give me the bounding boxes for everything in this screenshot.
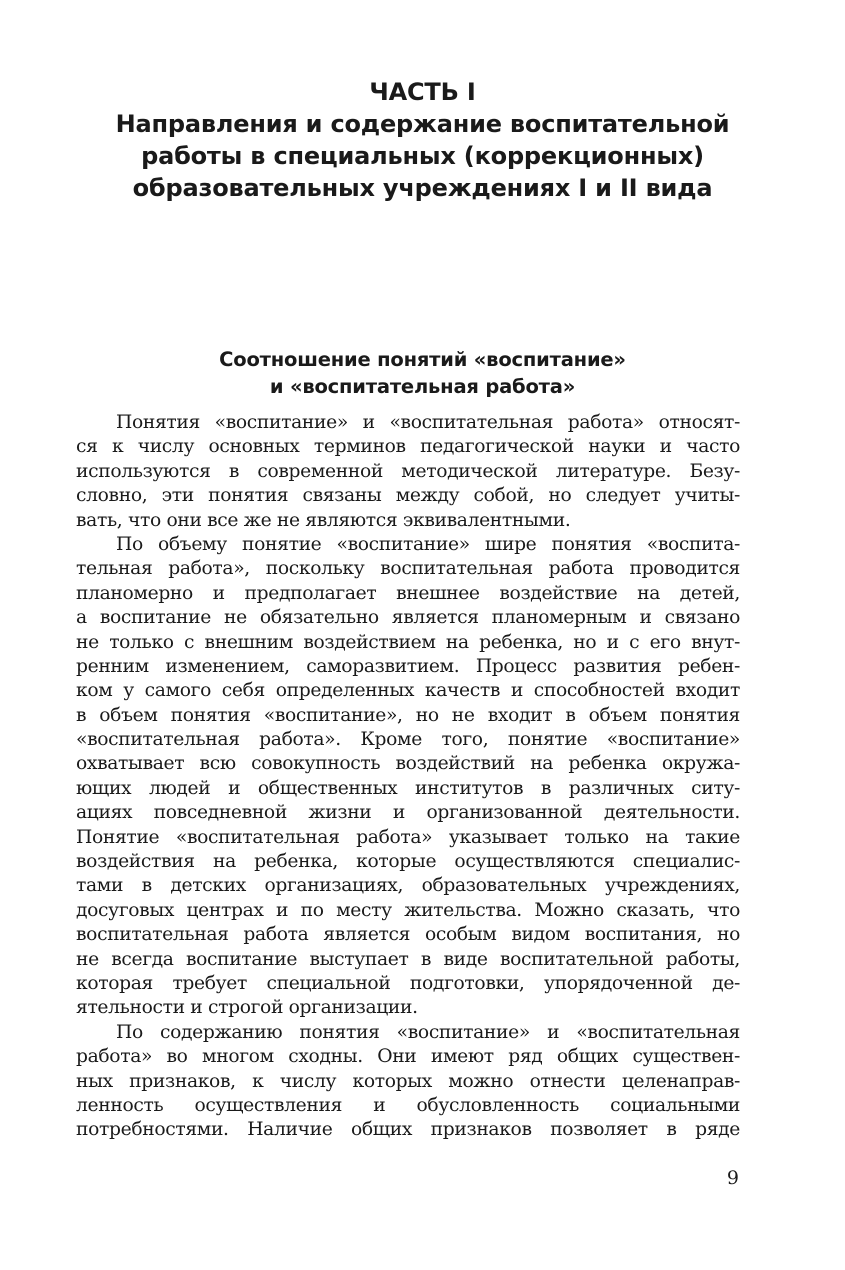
body-text bbox=[76, 411, 740, 1143]
text-line: которая требует специальной подготовки, упорядоченной де- bbox=[76, 972, 740, 994]
paragraph bbox=[76, 533, 740, 1021]
text-line: ся к числу основных терминов педагогической науки и часто bbox=[76, 436, 740, 458]
text-line: воспитательная работа является особым видом воспитания, но bbox=[76, 924, 740, 946]
text-line: Понятие «воспитательная работа» указывает только на такие bbox=[76, 826, 740, 848]
part-title-line-2: работы в специальных (коррекционных) bbox=[141, 142, 704, 170]
page-number: 9 bbox=[726, 1167, 739, 1189]
text-line: досуговых центрах и по месту жительства. Можно сказать, что bbox=[76, 899, 740, 921]
text-line: Понятия «воспитание» и «воспитательная работа» относят- bbox=[116, 412, 740, 433]
section-heading-line-2: и «воспитательная работа» bbox=[269, 375, 576, 398]
text-line: используются в современной методической литературе. Безу- bbox=[76, 460, 740, 482]
part-label: ЧАСТЬ I bbox=[369, 78, 476, 106]
text-line: планомерно и предполагает внешнее воздействие на детей, bbox=[76, 582, 740, 604]
text-line: тельная работа», поскольку воспитательная работа проводится bbox=[76, 558, 740, 580]
text-line: «воспитательная работа». Кроме того, понятие «воспитание» bbox=[76, 729, 740, 751]
section-heading-line-1: Соотношение понятий «воспитание» bbox=[219, 348, 626, 371]
text-line: а воспитание не обязательно является планомерным и связано bbox=[76, 607, 740, 629]
part-title-line-3: образовательных учреждениях I и II вида bbox=[132, 174, 713, 202]
text-line: ком у самого себя определенных качеств и способностей входит bbox=[76, 680, 740, 702]
text-line: в объем понятия «воспитание», но не входит в объем понятия bbox=[76, 704, 740, 726]
text-line: ятельности и строгой организации. bbox=[76, 997, 418, 1019]
text-line: не только с внешним воздействием на ребенка, но и с его внут- bbox=[76, 631, 740, 653]
text-line: ациях повседневной жизни и организованной деятельности. bbox=[76, 802, 740, 824]
text-line: словно, эти понятия связаны между собой, но следует учиты- bbox=[76, 485, 740, 507]
paragraph bbox=[76, 1021, 740, 1143]
text-line: ленность осуществления и обусловленность социальными bbox=[76, 1094, 740, 1116]
text-line: не всегда воспитание выступает в виде воспитательной работы, bbox=[76, 948, 740, 970]
section-heading bbox=[60, 346, 785, 400]
text-line: охватывает всю совокупность воздействий на ребенка окружа- bbox=[76, 753, 740, 775]
text-line: вать, что они все же не являются эквивалентными. bbox=[76, 509, 571, 531]
paragraph bbox=[76, 411, 740, 533]
part-title-line-1: Направления и содержание воспитательной bbox=[115, 110, 730, 138]
text-line: ренним изменением, саморазвитием. Процесс развития ребен- bbox=[76, 655, 740, 677]
text-line: По объему понятие «воспитание» шире понятия «воспита- bbox=[116, 533, 740, 555]
text-line: ющих людей и общественных институтов в различных ситу- bbox=[76, 777, 740, 799]
text-line: потребностями. Наличие общих признаков позволяет в ряде bbox=[76, 1119, 740, 1141]
text-line: воздействия на ребенка, которые осуществляются специалис- bbox=[76, 851, 740, 873]
text-line: ных признаков, к числу которых можно отнести целенаправ- bbox=[76, 1070, 740, 1092]
text-line: тами в детских организациях, образовательных учреждениях, bbox=[76, 875, 740, 897]
text-line: По содержанию понятия «воспитание» и «воспитательная bbox=[116, 1021, 740, 1043]
part-header bbox=[60, 76, 785, 204]
text-line: работа» во многом сходны. Они имеют ряд общих существен- bbox=[76, 1046, 740, 1068]
